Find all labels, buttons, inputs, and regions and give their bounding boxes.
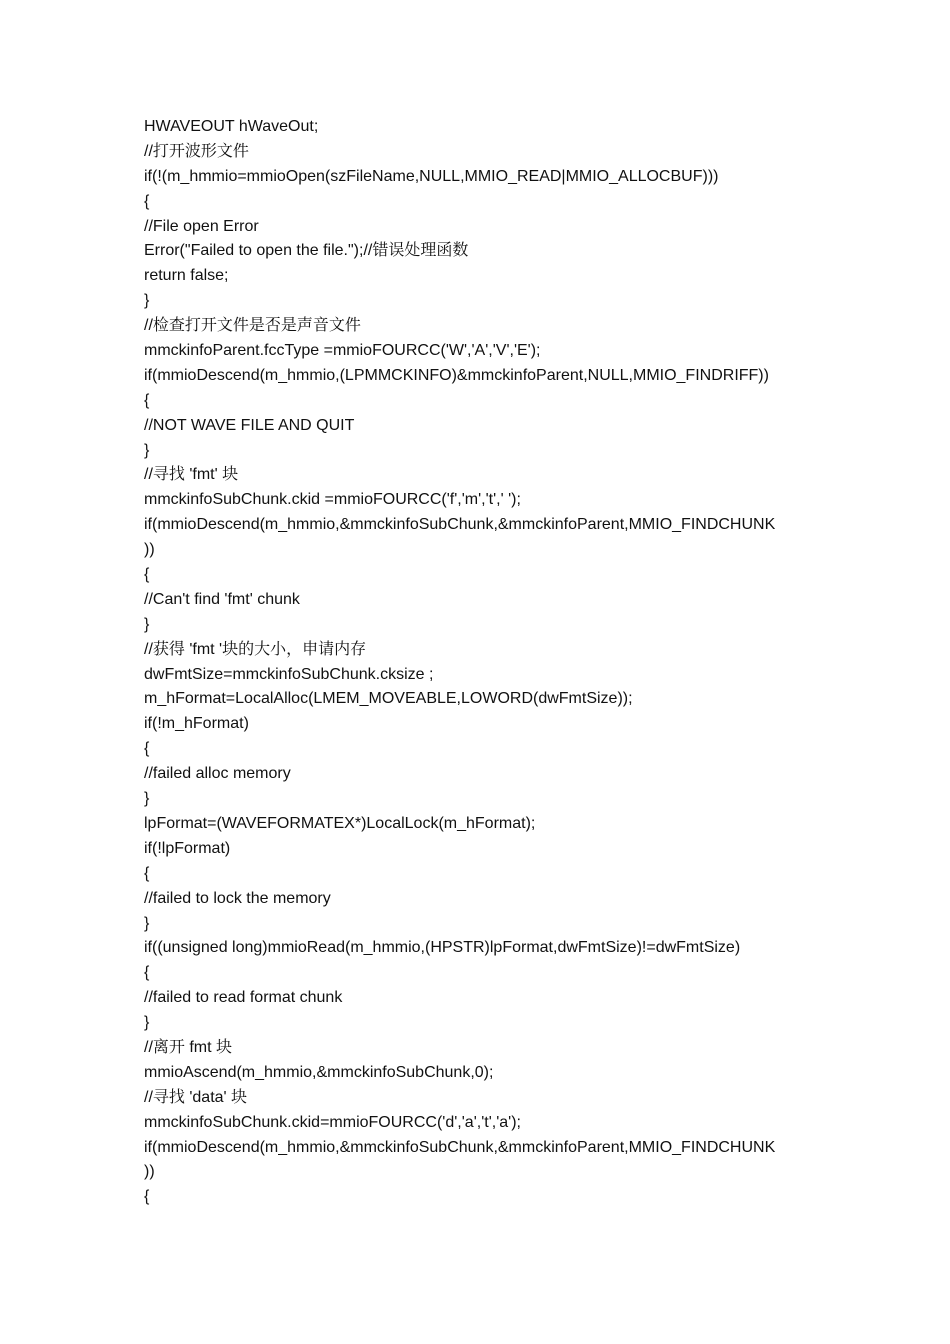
code-line: )) <box>144 541 155 559</box>
code-line: mmioAscend(m_hmmio,&mmckinfoSubChunk,0); <box>144 1063 494 1081</box>
code-line: mmckinfoSubChunk.ckid =mmioFOURCC('f','m','t',' '); <box>144 491 521 509</box>
code-line: return false; <box>144 267 229 285</box>
code-line: if(mmioDescend(m_hmmio,(LPMMCKINFO)&mmckinfoParent,NULL,MMIO_FINDRIFF)) <box>144 366 769 384</box>
code-line: { <box>144 740 150 758</box>
code-listing <box>144 115 844 1210</box>
code-line: //寻找 'fmt' 块 <box>144 466 239 484</box>
code-line: dwFmtSize=mmckinfoSubChunk.cksize ; <box>144 665 434 683</box>
code-line: //Can't find 'fmt' chunk <box>144 590 300 608</box>
code-line: //File open Error <box>144 217 259 235</box>
code-line: } <box>144 914 150 932</box>
code-line: if(!m_hFormat) <box>144 715 249 733</box>
code-line: //打开波形文件 <box>144 142 249 160</box>
code-line: } <box>144 1014 150 1032</box>
code-line: //离开 fmt 块 <box>144 1038 233 1056</box>
code-line: //failed to lock the memory <box>144 889 331 907</box>
code-line: //寻找 'data' 块 <box>144 1088 248 1106</box>
code-line: //检查打开文件是否是声音文件 <box>144 317 361 335</box>
code-line: lpFormat=(WAVEFORMATEX*)LocalLock(m_hFormat); <box>144 814 536 832</box>
code-line: mmckinfoSubChunk.ckid=mmioFOURCC('d','a','t','a'); <box>144 1113 521 1131</box>
code-line: { <box>144 864 150 882</box>
code-line: if(mmioDescend(m_hmmio,&mmckinfoSubChunk,&mmckinfoParent,MMIO_FINDCHUNK <box>144 516 776 534</box>
code-line: if(mmioDescend(m_hmmio,&mmckinfoSubChunk,&mmckinfoParent,MMIO_FINDCHUNK <box>144 1138 776 1156</box>
code-line: //failed to read format chunk <box>144 989 343 1007</box>
code-line: //获得 'fmt '块的大小，申请内存 <box>144 640 367 658</box>
code-line: mmckinfoParent.fccType =mmioFOURCC('W','A','V','E'); <box>144 342 541 360</box>
code-line: //failed alloc memory <box>144 765 291 783</box>
code-line: { <box>144 1188 150 1206</box>
code-line: { <box>144 566 150 584</box>
code-line: { <box>144 391 150 409</box>
code-line: //NOT WAVE FILE AND QUIT <box>144 416 355 434</box>
code-line: { <box>144 192 150 210</box>
code-line: )) <box>144 1163 155 1181</box>
code-line: HWAVEOUT hWaveOut; <box>144 118 319 135</box>
code-line: } <box>144 615 150 633</box>
code-line: if(!lpFormat) <box>144 839 231 857</box>
code-line: } <box>144 790 150 808</box>
code-line: { <box>144 964 150 982</box>
code-line: m_hFormat=LocalAlloc(LMEM_MOVEABLE,LOWORD(dwFmtSize)); <box>144 690 633 708</box>
code-line: } <box>144 292 150 310</box>
code-line: if((unsigned long)mmioRead(m_hmmio,(HPSTR)lpFormat,dwFmtSize)!=dwFmtSize) <box>144 939 741 957</box>
code-line: } <box>144 441 150 459</box>
code-line: Error("Failed to open the file.");//错误处理函数 <box>144 242 469 260</box>
code-line: if(!(m_hmmio=mmioOpen(szFileName,NULL,MMIO_READ|MMIO_ALLOCBUF))) <box>144 167 719 185</box>
